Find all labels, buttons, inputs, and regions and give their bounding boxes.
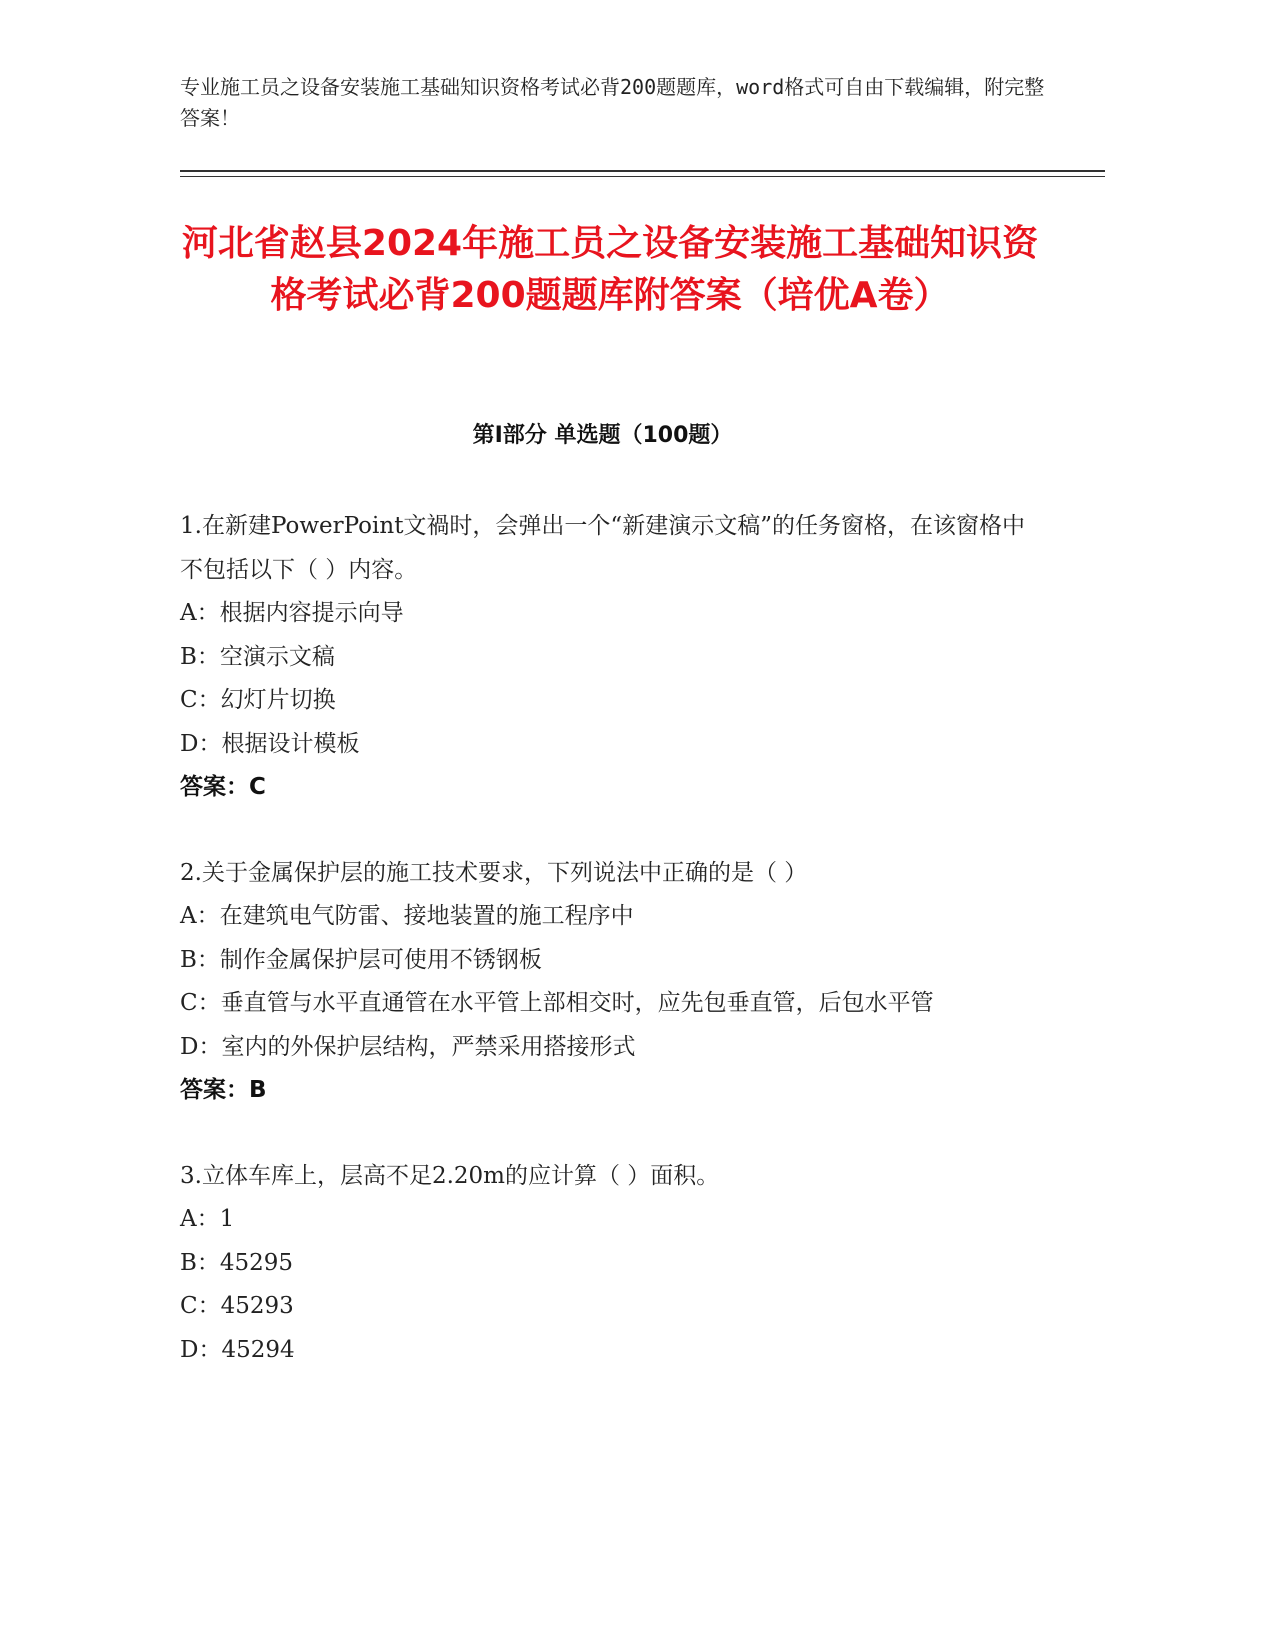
- question-stem: 1.在新建PowerPoint文禍时，会弹出一个“新建演示文稿”的任务窗格，在该窗格中不包括以下（ ）内容。: [180, 513, 1025, 583]
- header-divider-thin: [180, 176, 1105, 177]
- option-c: C：45293: [180, 1293, 294, 1319]
- header-divider-thick: [180, 170, 1105, 172]
- section-title: 第Ⅰ部分 单选题（100题）: [472, 423, 733, 448]
- question-list: [180, 505, 1030, 1414]
- question-3: [180, 1155, 1030, 1373]
- option-d: D：室内的外保护层结构，严禁采用搭接形式: [180, 1033, 636, 1060]
- option-b: B：45295: [180, 1249, 294, 1276]
- question-stem: 2.关于金属保护层的施工技术要求，下列说法中正确的是（ ）: [180, 859, 808, 886]
- question-stem: 3.立体车库上，层高不足2.20m的应计算（ ）面积。: [180, 1162, 720, 1189]
- answer: 答案：B: [180, 1077, 267, 1103]
- option-a: A：在建筑电气防雷、接地装置的施工程序中: [180, 903, 634, 929]
- option-b: B：制作金属保护层可使用不锈钢板: [180, 946, 542, 973]
- option-d: D：45294: [180, 1336, 295, 1363]
- question-2: [180, 852, 1030, 1113]
- option-c: C：幻灯片切换: [180, 687, 336, 713]
- option-d: D：根据设计模板: [180, 730, 360, 757]
- option-c: C：垂直管与水平直通管在水平管上部相交时，应先包垂直管，后包水平管: [180, 990, 934, 1016]
- option-a: A：根据内容提示向导: [180, 600, 404, 626]
- answer: 答案：C: [180, 774, 266, 800]
- header-note: 专业施工员之设备安装施工基础知识资格考试必背200题题库，word格式可自由下载编辑，附完整答案！: [180, 75, 1045, 130]
- option-a: A：1: [180, 1206, 235, 1232]
- document-title: 河北省赵县2024年施工员之设备安装施工基础知识资格考试必背200题题库附答案（培优A卷）: [181, 223, 1039, 316]
- question-1: [180, 505, 1030, 810]
- option-b: B：空演示文稿: [180, 643, 335, 670]
